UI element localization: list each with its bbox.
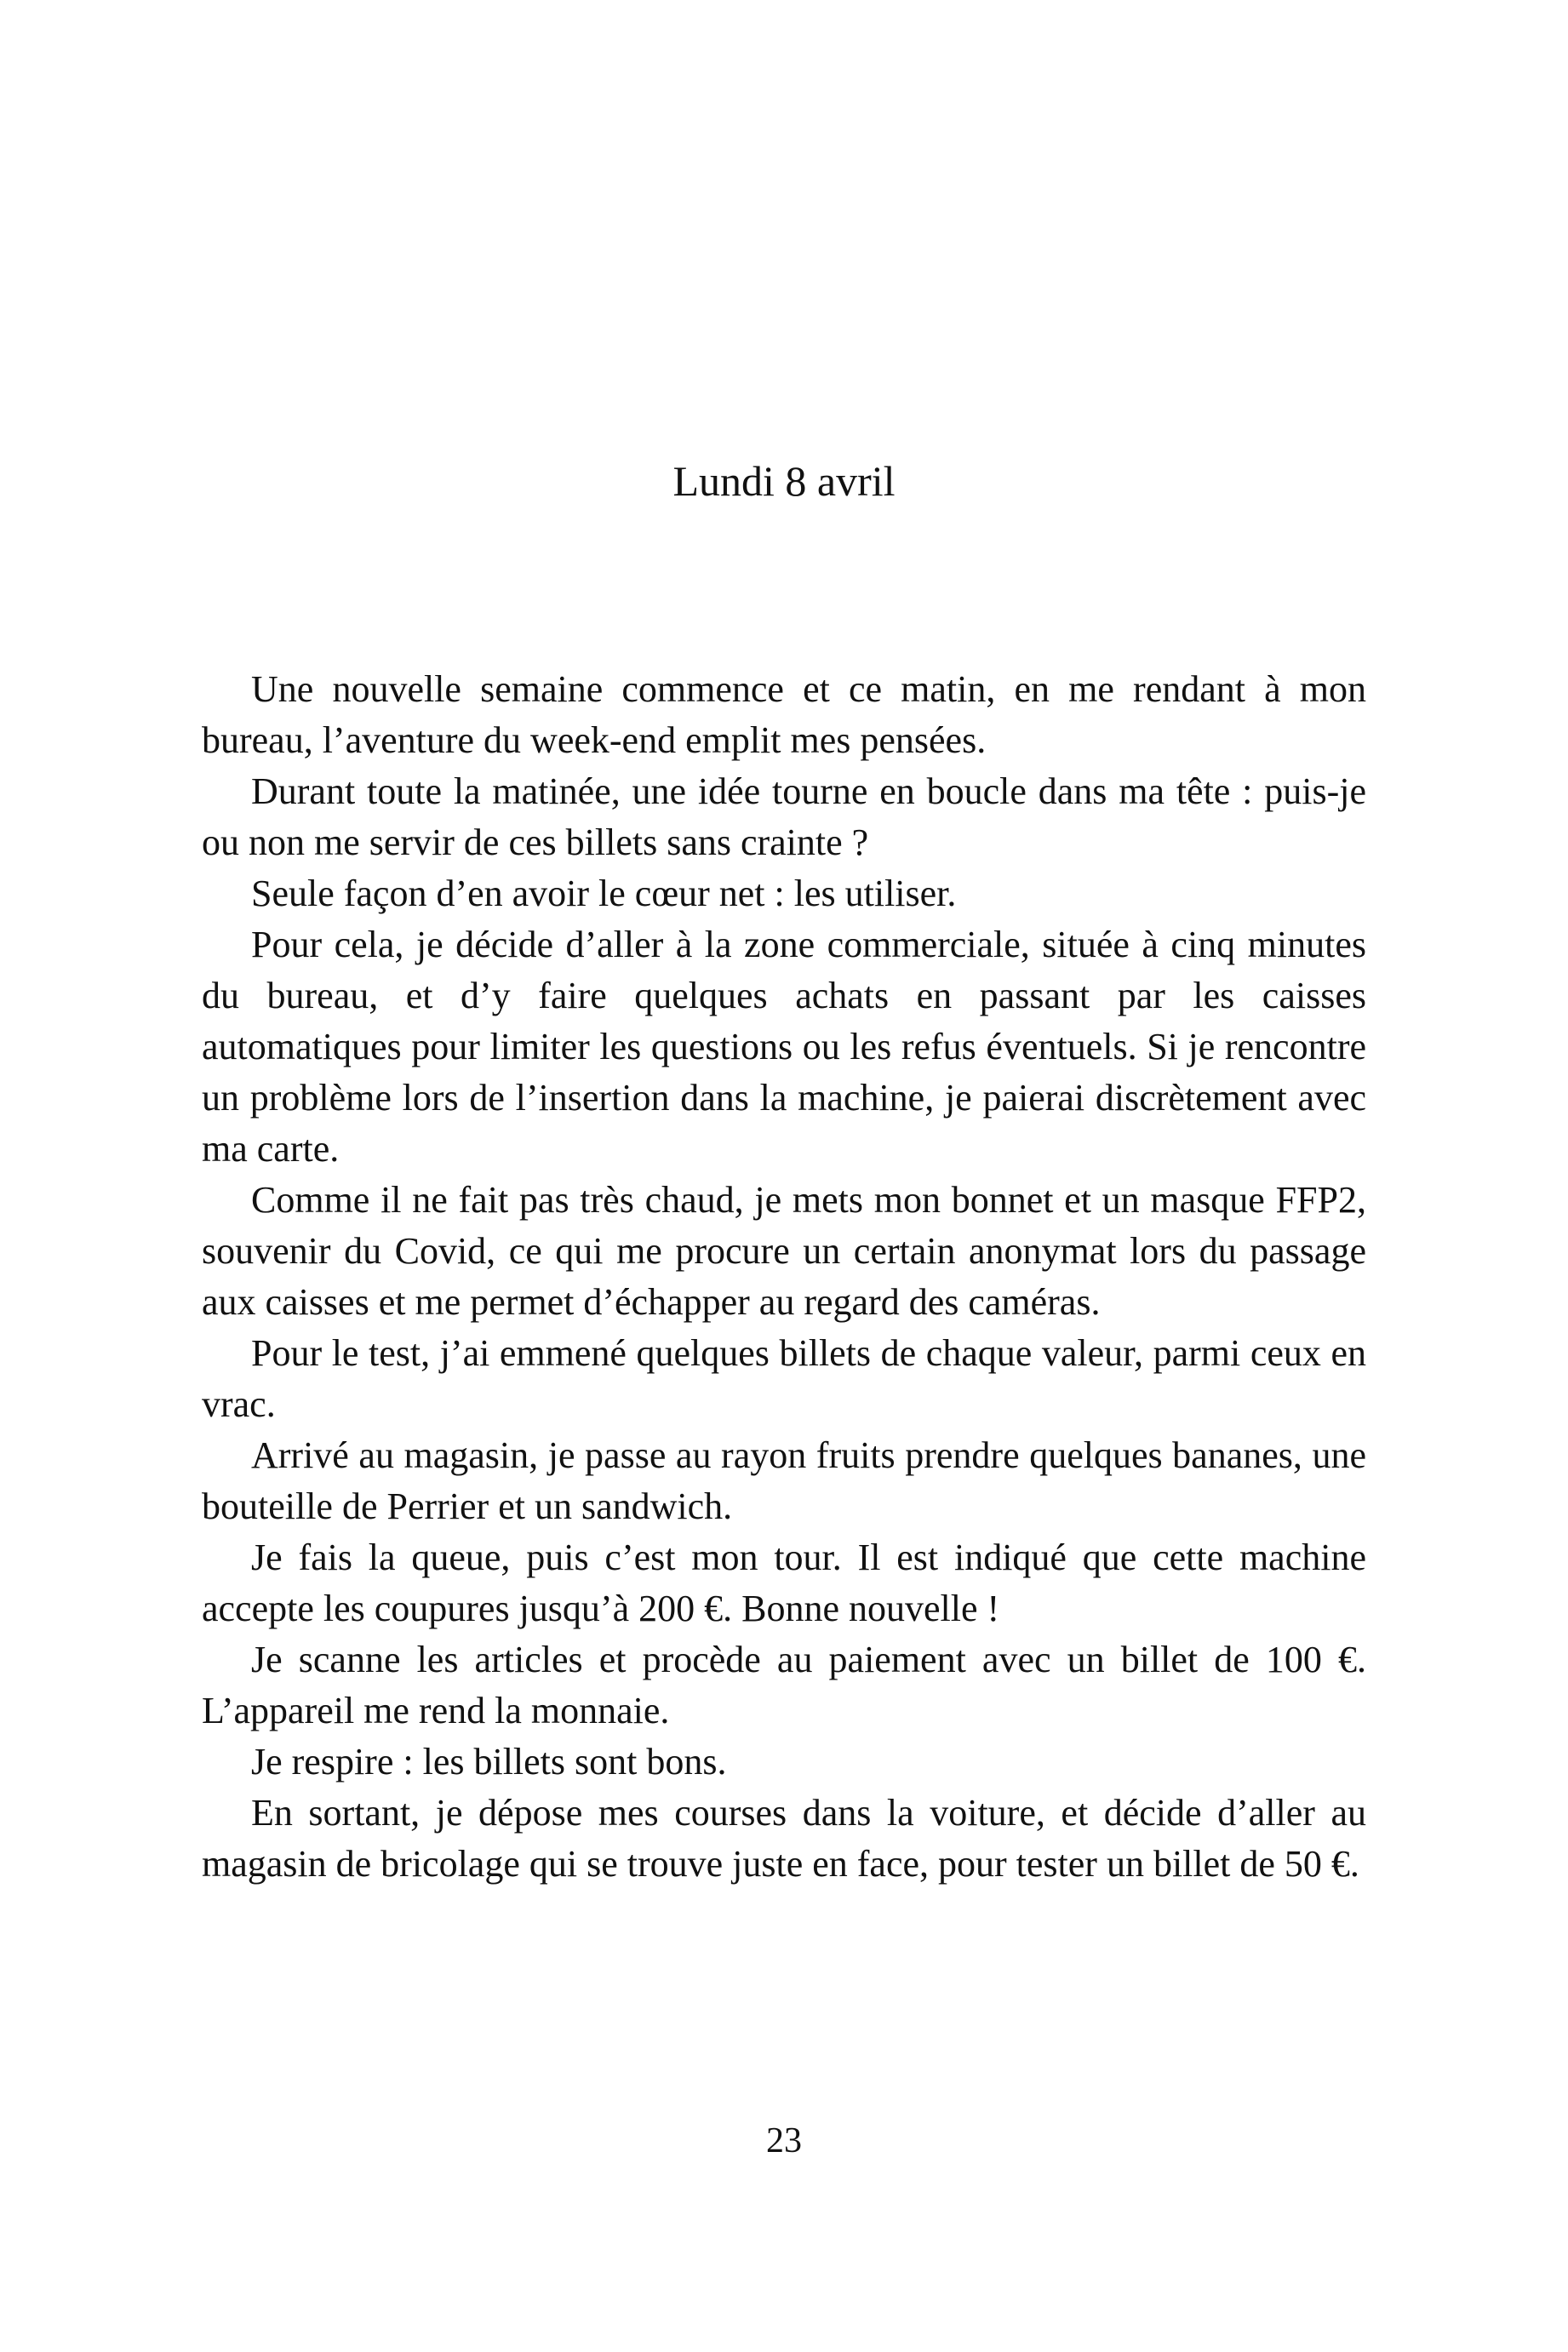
page-number: 23 — [766, 2121, 802, 2160]
paragraph: Je scanne les articles et procède au paiement avec un billet de 100 €. L’appareil me rend la monnaie. — [202, 1639, 1366, 1731]
paragraph: Pour cela, je décide d’aller à la zone commerciale, située à cinq minutes du bureau, et d’y faire quelques achats en passant par les caisses automatiques pour limiter les questions ou les refus éventuels. Si je rencontre un problème lors de l’insertion dans la machine, je paierai discrètement avec ma carte. — [202, 924, 1366, 1170]
paragraph: Je fais la queue, puis c’est mon tour. Il est indiqué que cette machine accepte les coupures jusqu’à 200 €. Bonne nouvelle ! — [202, 1537, 1366, 1629]
paragraph: En sortant, je dépose mes courses dans la voiture, et décide d’aller au magasin de bricolage qui se trouve juste en face, pour tester un billet de 50 €. — [202, 1792, 1366, 1885]
paragraph: Comme il ne fait pas très chaud, je mets mon bonnet et un masque FFP2, souvenir du Covid, ce qui me procure un certain anonymat lors du passage aux caisses et me permet d’échapper au regard des caméras. — [202, 1179, 1366, 1323]
paragraph: Une nouvelle semaine commence et ce matin, en me rendant à mon bureau, l’aventure du week-end emplit mes pensées. — [202, 668, 1366, 761]
paragraph: Durant toute la matinée, une idée tourne en boucle dans ma tête : puis-je ou non me servir de ces billets sans crainte ? — [202, 770, 1366, 863]
paragraph: Arrivé au magasin, je passe au rayon fruits prendre quelques bananes, une bouteille de Perrier et un sandwich. — [202, 1434, 1366, 1527]
paragraph: Seule façon d’en avoir le cœur net : les utiliser. — [251, 873, 957, 914]
chapter-title: Lundi 8 avril — [672, 457, 896, 505]
paragraph: Je respire : les billets sont bons. — [251, 1741, 727, 1783]
body-text — [202, 664, 1366, 1890]
paragraph: Pour le test, j’ai emmené quelques billets de chaque valeur, parmi ceux en vrac. — [202, 1332, 1366, 1425]
